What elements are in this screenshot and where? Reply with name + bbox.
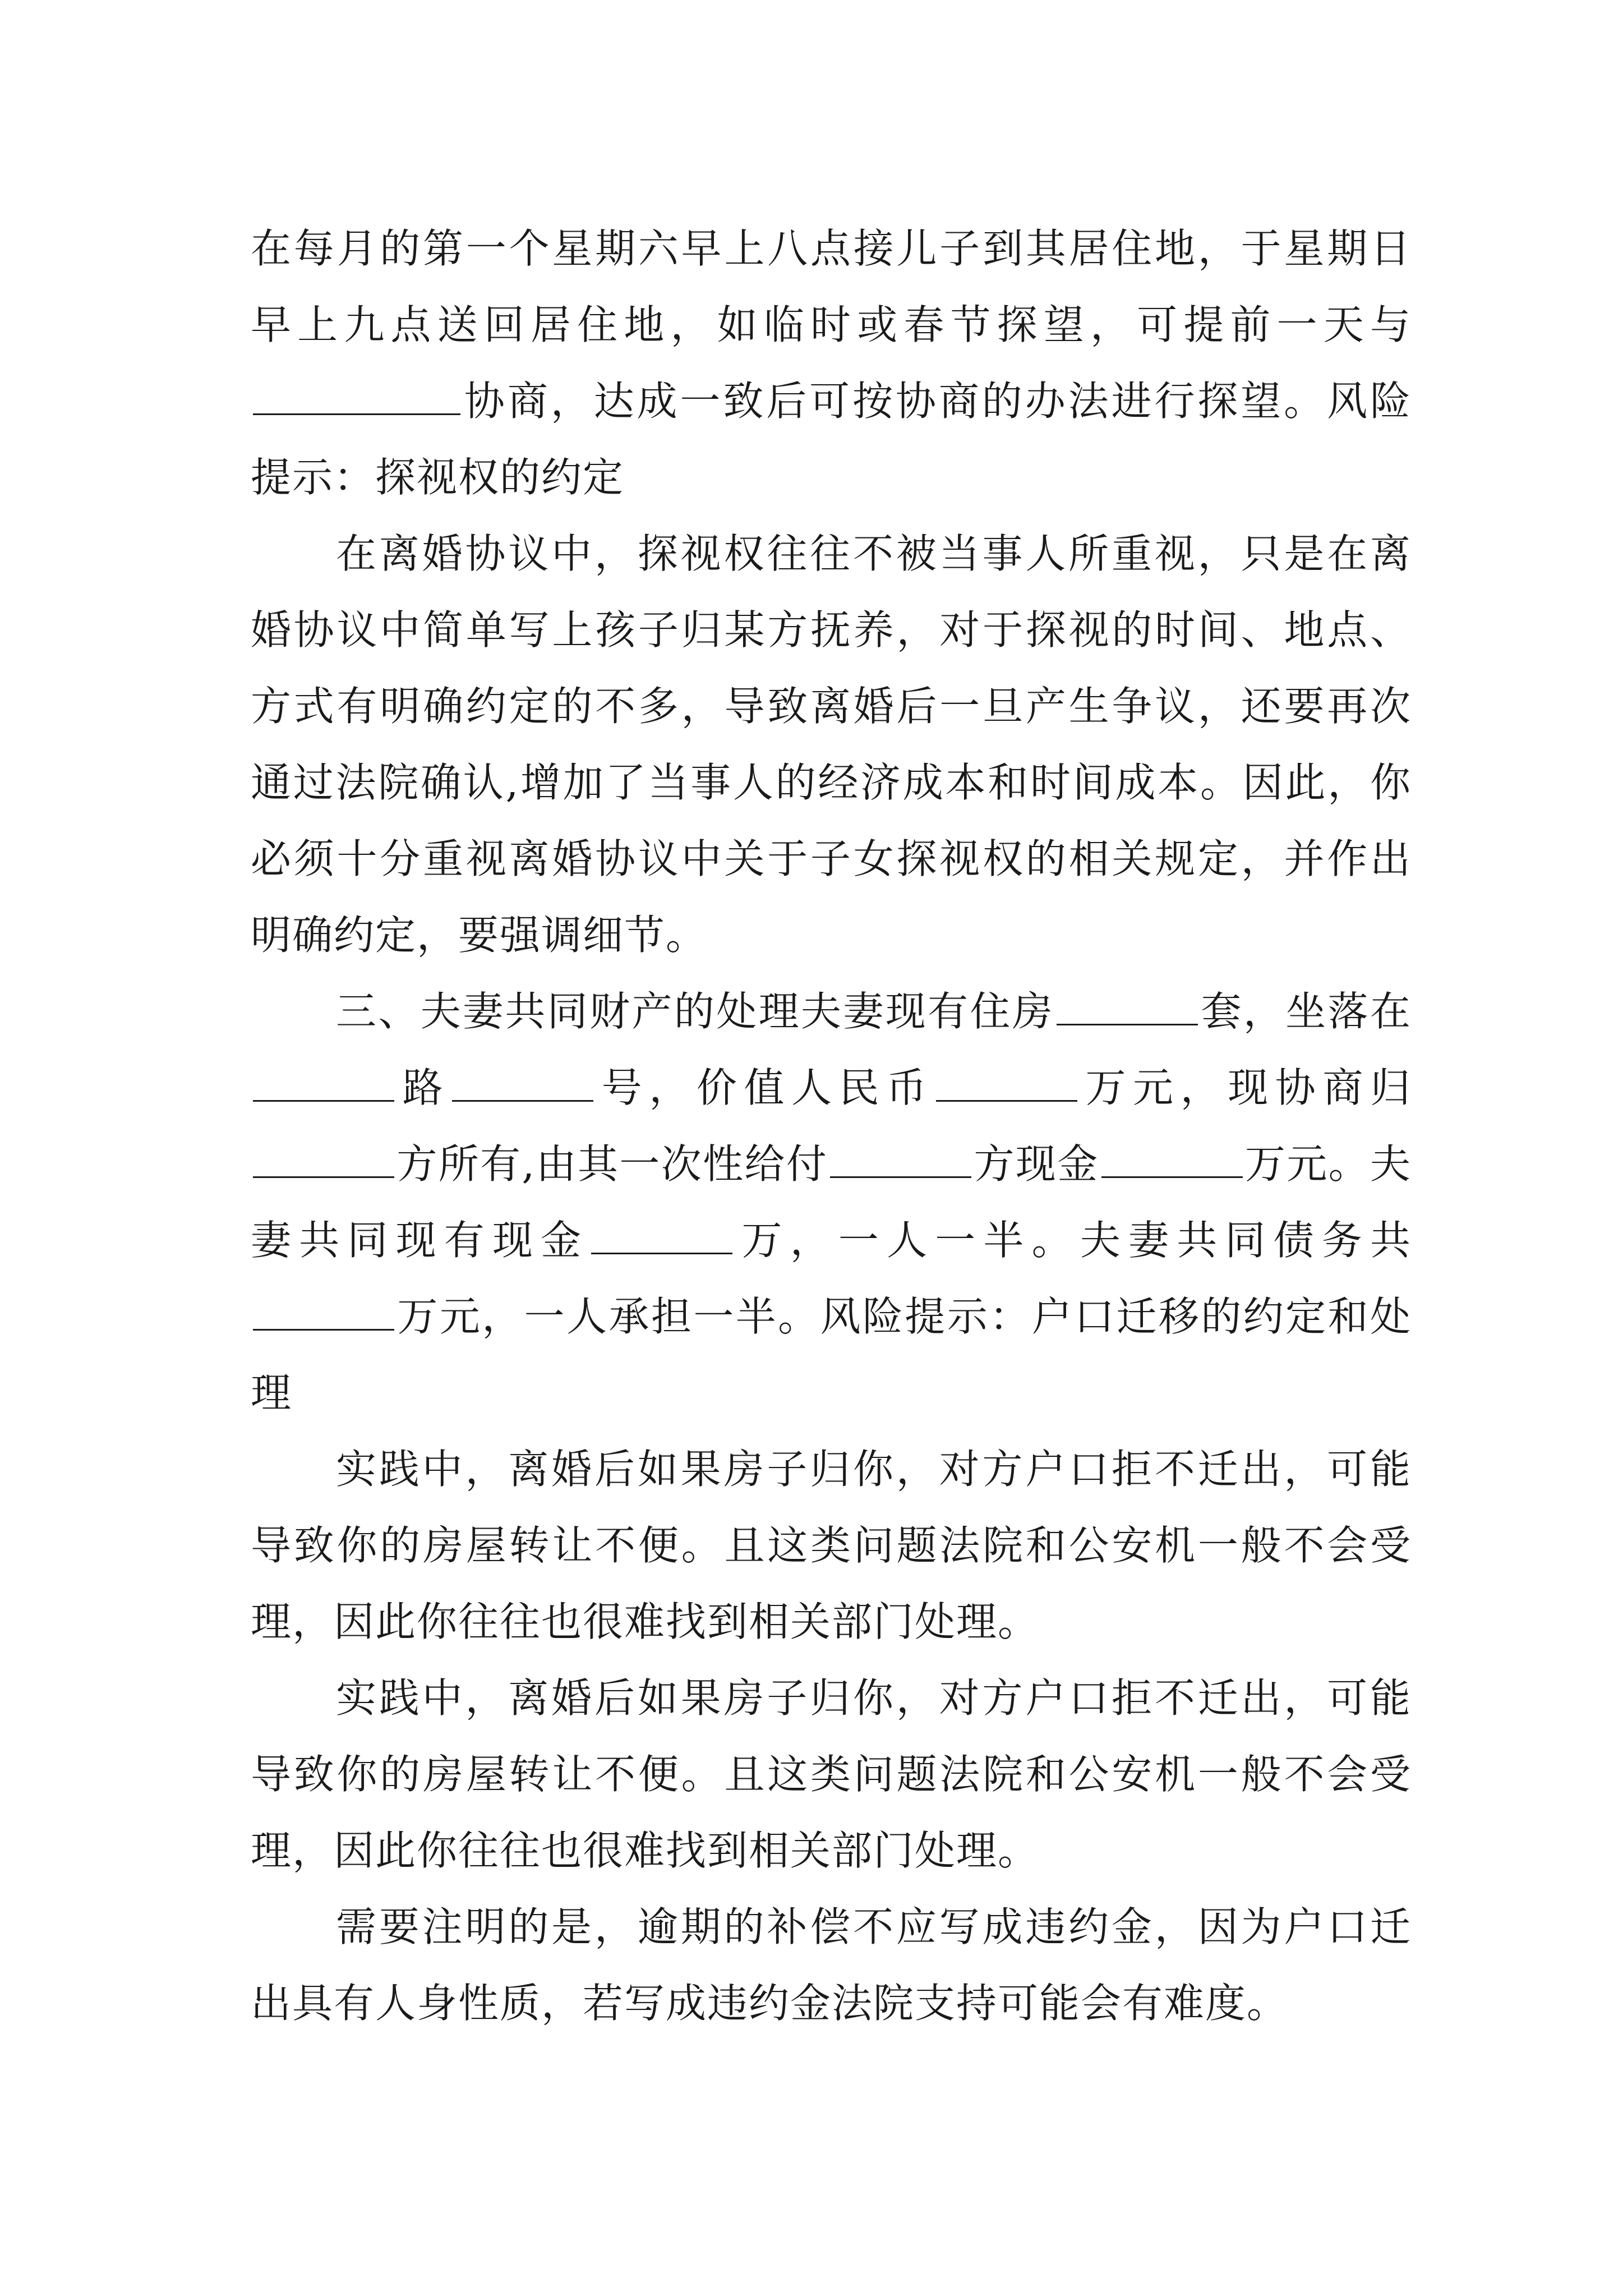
paragraph-text: 套，坐落在 xyxy=(1200,988,1412,1035)
paragraph-household-registration-2 xyxy=(251,1660,1412,1889)
fill-in-blank xyxy=(253,1142,394,1178)
fill-in-blank xyxy=(253,1065,394,1102)
paragraph-text: 在离婚协议中，探视权往往不被当事人所重视，只是在离婚协议中简单写上孩子归某方抚养，对于探视的时间、地点、方式有明确约定的不多，导致离婚后一旦产生争议，还要再次通过法院确认,增加了当事人的经济成本和时间成本。因此，你必须十分重视离婚协议中关于子女探视权的相关规定，并作出明确约定，要强调细节。 xyxy=(251,530,1412,959)
fill-in-blank xyxy=(591,1218,732,1254)
fill-in-blank xyxy=(1101,1142,1243,1178)
document-body xyxy=(251,210,1412,2041)
paragraph-text: 号，价值人民币 xyxy=(596,1064,934,1111)
fill-in-blank xyxy=(452,1065,593,1102)
paragraph-joint-property xyxy=(251,973,1412,1431)
paragraph-text: 三、夫妻共同财产的处理夫妻现有住房 xyxy=(336,988,1055,1035)
paragraph-text: 在每月的第一个星期六早上八点接儿子到其居住地，于星期日早上九点送回居住地，如临时或春节探望，可提前一天与 xyxy=(251,225,1412,348)
paragraph-visitation-risk xyxy=(251,516,1412,973)
fill-in-blank xyxy=(936,1065,1077,1102)
paragraph-text: 路 xyxy=(396,1064,450,1111)
paragraph-penalty-note xyxy=(251,1889,1412,2041)
paragraph-text: 实践中，离婚后如果房子归你，对方户口拒不迁出，可能导致你的房屋转让不便。且这类问题法院和公安机一般不会受理，因此你往往也很难找到相关部门处理。 xyxy=(251,1446,1412,1645)
fill-in-blank xyxy=(253,1294,394,1331)
paragraph-text: 需要注明的是，逾期的补偿不应写成违约金，因为户口迁出具有人身性质，若写成违约金法院支持可能会有难度。 xyxy=(251,1903,1412,2027)
paragraph-text: 实践中，离婚后如果房子归你，对方户口拒不迁出，可能导致你的房屋转让不便。且这类问题法院和公安机一般不会受理，因此你往往也很难找到相关部门处理。 xyxy=(251,1674,1412,1874)
paragraph-text: 方现金 xyxy=(974,1140,1099,1188)
paragraph-text: 万元。夫妻共同现有现金 xyxy=(251,1140,1412,1264)
fill-in-blank xyxy=(830,1142,971,1178)
paragraph-text: 万元，一人承担一半。风险提示：户口迁移的约定和处理 xyxy=(251,1293,1412,1416)
paragraph-text: 万元，现协商归 xyxy=(1079,1064,1412,1111)
paragraph-household-registration-1 xyxy=(251,1431,1412,1660)
fill-in-blank xyxy=(1057,989,1198,1025)
fill-in-blank xyxy=(253,379,460,415)
paragraph-text: 方所有,由其一次性给付 xyxy=(396,1140,828,1188)
paragraph-text: 万，一人一半。夫妻共同债务共 xyxy=(735,1217,1412,1264)
paragraph-text: 协商，达成一致后可按协商的办法进行探望。风险提示：探视权的约定 xyxy=(251,378,1412,501)
paragraph-visitation-schedule xyxy=(251,210,1412,516)
